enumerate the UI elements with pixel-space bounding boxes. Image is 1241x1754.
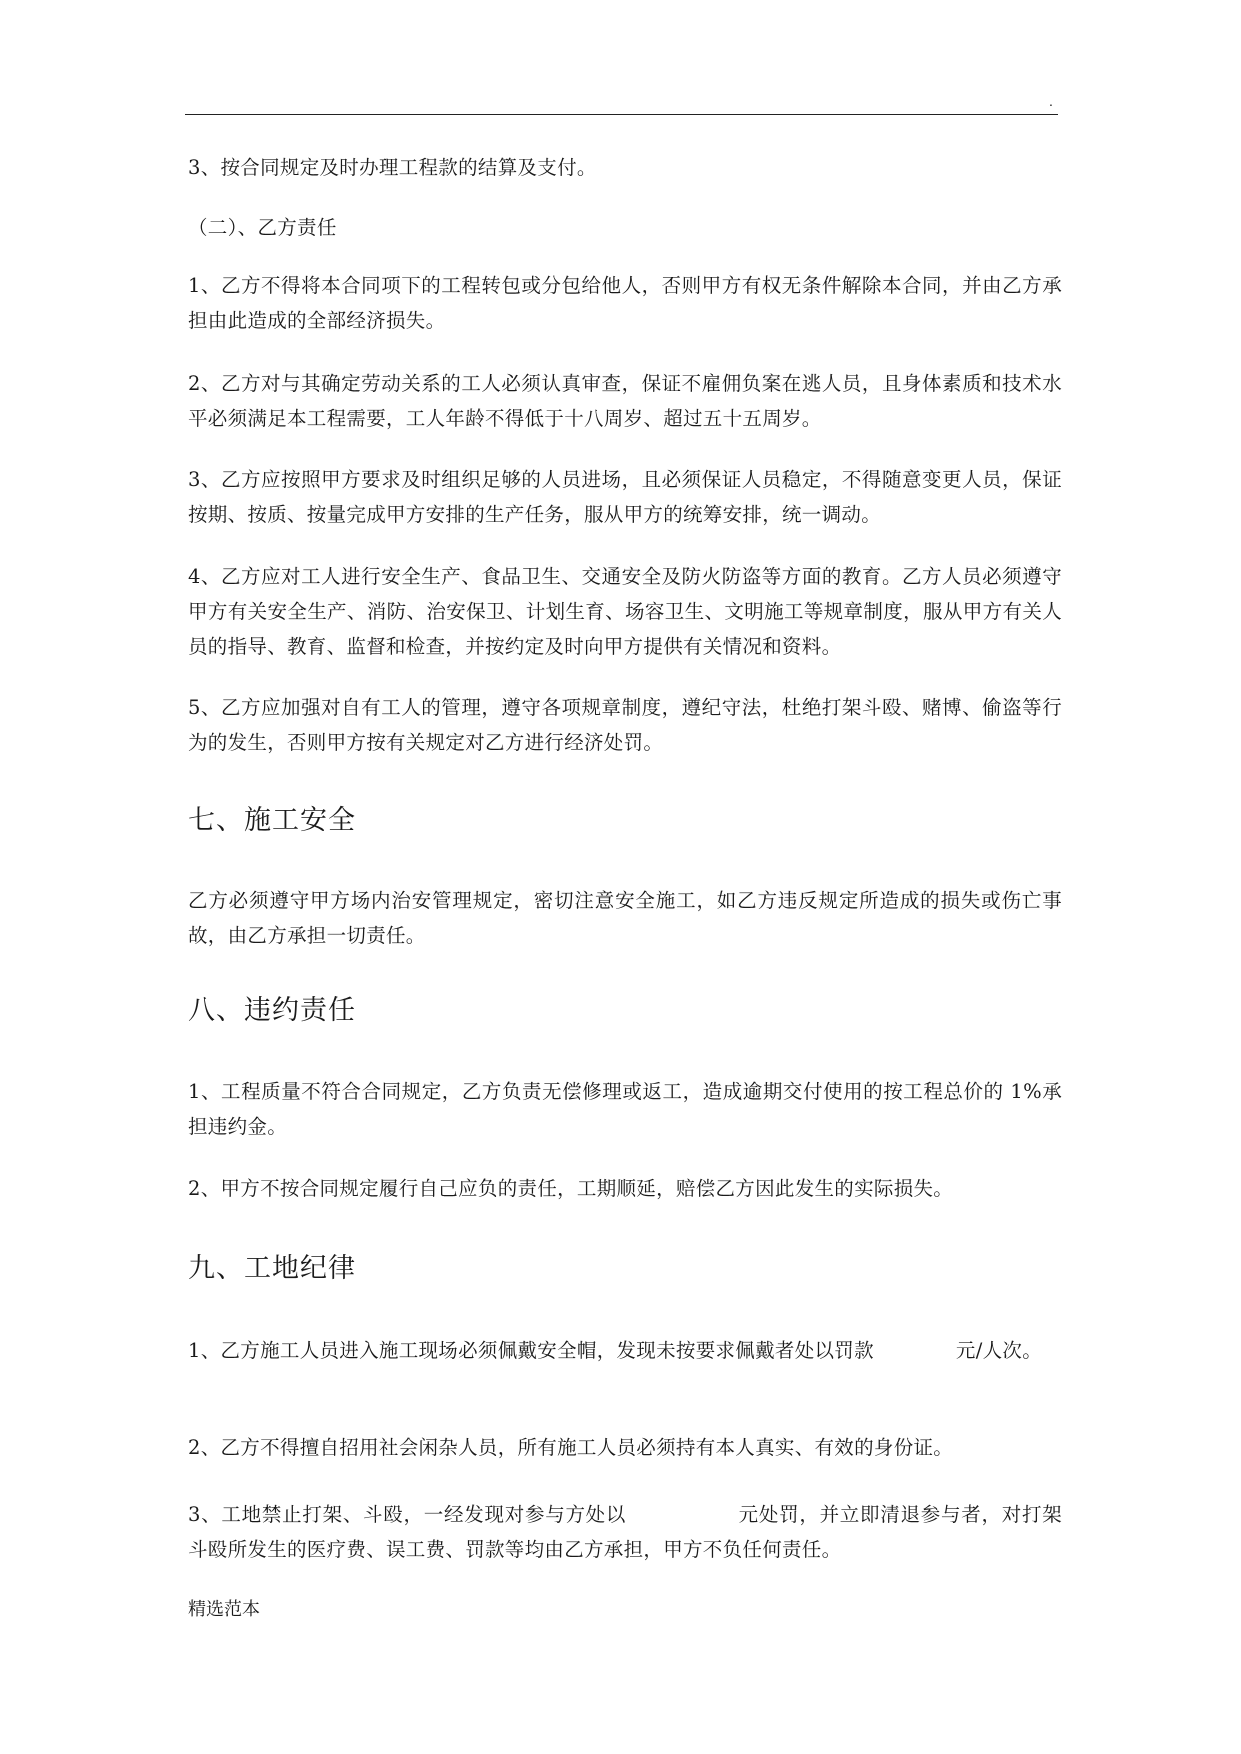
paragraph-safety-education: 4、乙方应对工人进行安全生产、食品卫生、交通安全及防火防盗等方面的教育。乙方人员必须遵守甲方有关安全生产、消防、治安保卫、计划生育、场容卫生、文明施工等规章制度，服从甲方有关人员的指导、教育、监督和检查，并按约定及时向甲方提供有关情况和资料。 xyxy=(188,565,1062,658)
heading-breach-liability: 八、违约责任 xyxy=(188,995,356,1026)
paragraph-worker-management: 5、乙方应加强对自有工人的管理，遵守各项规章制度，遵纪守法，杜绝打架斗殴、赌博、偷盗等行为的发生，否则甲方按有关规定对乙方进行经济处罚。 xyxy=(188,696,1062,754)
paragraph-safety-rules: 乙方必须遵守甲方场内治安管理规定，密切注意安全施工，如乙方违反规定所造成的损失或伤亡事故，由乙方承担一切责任。 xyxy=(188,889,1062,947)
fighting-rule-text: 3、工地禁止打架、斗殴，一经发现对参与方处以 xyxy=(188,1503,627,1526)
header-rule xyxy=(185,114,1058,115)
helmet-rule-text: 1、乙方施工人员进入施工现场必须佩戴安全帽，发现未按要求佩戴者处以罚款 xyxy=(188,1339,874,1362)
paragraph-settlement: 3、按合同规定及时办理工程款的结算及支付。 xyxy=(188,156,597,179)
section-heading-party-b-duties: （二）、乙方责任 xyxy=(188,216,337,239)
paragraph-id-requirement: 2、乙方不得擅自招用社会闲杂人员，所有施工人员必须持有本人真实、有效的身份证。 xyxy=(188,1436,954,1459)
paragraph-helmet-rule xyxy=(188,1333,1062,1368)
paragraph-party-a-breach: 2、甲方不按合同规定履行自己应负的责任，工期顺延，赔偿乙方因此发生的实际损失。 xyxy=(188,1177,954,1200)
heading-site-discipline: 九、工地纪律 xyxy=(188,1253,356,1284)
paragraph-fighting-rule xyxy=(188,1497,1062,1567)
paragraph-no-subcontract: 1、乙方不得将本合同项下的工程转包或分包给他人，否则甲方有权无条件解除本合同，并由乙方承担由此造成的全部经济损失。 xyxy=(188,274,1062,332)
paragraph-quality-penalty: 1、工程质量不符合合同规定，乙方负责无偿修理或返工，造成逾期交付使用的按工程总价的 1%承担违约金。 xyxy=(188,1080,1062,1138)
paragraph-worker-review: 2、乙方对与其确定劳动关系的工人必须认真审查，保证不雇佣负案在逃人员，且身体素质和技术水平必须满足本工程需要，工人年龄不得低于十八周岁、超过五十五周岁。 xyxy=(188,372,1062,430)
helmet-rule-unit: 元/人次。 xyxy=(955,1339,1042,1362)
paragraph-staffing: 3、乙方应按照甲方要求及时组织足够的人员进场，且必须保证人员稳定，不得随意变更人员，保证按期、按质、按量完成甲方安排的生产任务，服从甲方的统筹安排，统一调动。 xyxy=(188,468,1062,526)
header-mark: . xyxy=(1049,93,1053,109)
heading-construction-safety: 七、施工安全 xyxy=(188,805,356,836)
footer-label: 精选范本 xyxy=(188,1599,260,1620)
fighting-rule-rest: 元处罚，并立即清退参与者，对打架斗殴所发生的医疗费、误工费、罚款等均由乙方承担，甲方不负任何责任。 xyxy=(188,1503,1062,1561)
